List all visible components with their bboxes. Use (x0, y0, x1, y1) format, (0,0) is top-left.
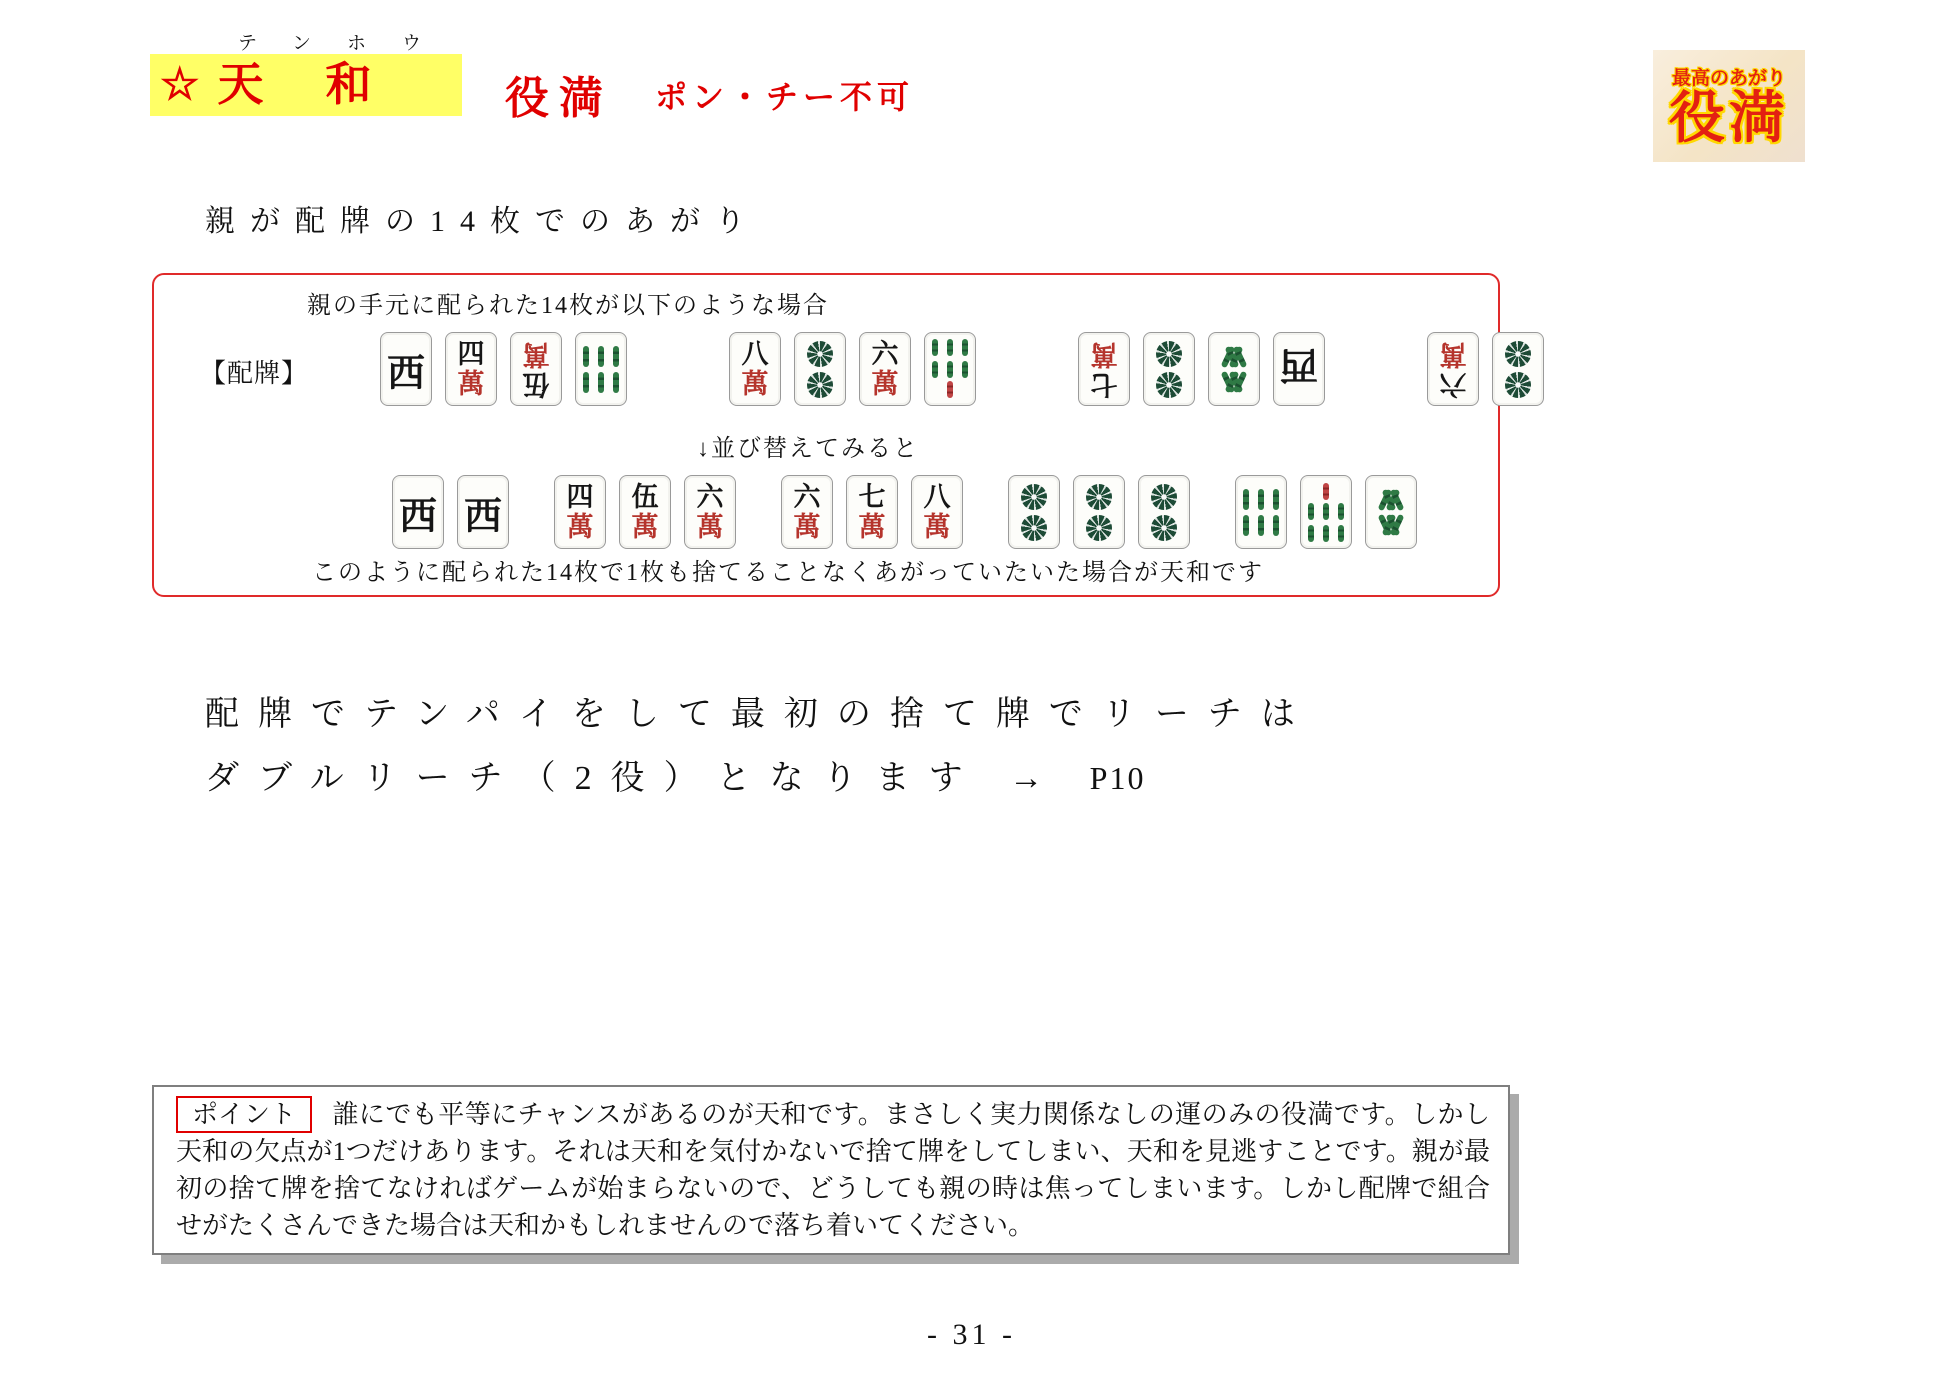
bamboo-stick (1308, 525, 1314, 542)
tile-pin-2 (1008, 475, 1060, 549)
bamboo-stick (1258, 489, 1264, 510)
tile-row-sorted (392, 475, 1417, 549)
tile-pin-2 (794, 332, 846, 406)
bamboo-stick (1323, 525, 1329, 542)
yakuman-category-label: 役満 (505, 74, 613, 123)
arrow-right-icon: → (1009, 760, 1063, 797)
title-furigana: テンホウ (238, 33, 458, 54)
tile-west-w (457, 475, 509, 549)
tile-man-6 (859, 332, 911, 406)
bamboo-stick (613, 346, 619, 367)
man-suit: 萬 (1439, 339, 1467, 370)
man-suit: 萬 (566, 511, 594, 542)
bamboo-stick (962, 362, 968, 379)
pin-circle (1151, 515, 1177, 541)
tile-group (1427, 332, 1544, 406)
pin-circle (807, 372, 833, 398)
bamboo-stick (598, 346, 604, 367)
bamboo-stick (1323, 503, 1329, 520)
tile-pin-2 (1492, 332, 1544, 406)
tile-sou-6 (1235, 475, 1287, 549)
pin-circle (807, 341, 833, 367)
title-highlight (150, 54, 462, 116)
point-box (152, 1085, 1510, 1255)
man-suit: 萬 (457, 368, 485, 399)
tile-pin-2 (1073, 475, 1125, 549)
tile-group (380, 332, 627, 406)
tile-sou-8 (1208, 332, 1260, 406)
tile-man-4 (554, 475, 606, 549)
man-number: 七 (1090, 368, 1118, 399)
tile-man-6 (1427, 332, 1479, 406)
point-text: 誰にでも平等にチャンスがあるのが天和です。まさしく実力関係なしの運のみの役満です。しかし天和の欠点が1つだけあります。それは天和を気付かないで捨て牌をしてしまい、天和を見逃すことです。親が最初の捨て牌を捨てなければゲームが始まらないので、どうしても親の時は焦ってしまいます。しかし配牌で組合せがたくさんできた場合は天和かもしれませんので落ち着いてください。 (176, 1100, 1490, 1240)
tile-row-deal (380, 332, 1544, 406)
tile-west-w (392, 475, 444, 549)
example-caption-bottom: このように配られた14枚で1枚も捨てることなくあがっていたいた場合が天和です (312, 560, 1264, 586)
tile-man-4 (445, 332, 497, 406)
bamboo-stick (598, 372, 604, 393)
man-suit: 萬 (522, 339, 550, 370)
pin-circle (1021, 484, 1047, 510)
man-suit: 萬 (923, 511, 951, 542)
bamboo-stick (932, 362, 938, 379)
body-line-2-text: ダブルリーチ（2役）となります (205, 760, 982, 797)
section-heading: 親が配牌の14枚でのあがり (205, 205, 760, 238)
bamboo-stick (947, 382, 953, 399)
pin-circle (1086, 515, 1112, 541)
wind-character: 西 (398, 495, 437, 538)
bamboo-stick (1258, 515, 1264, 536)
bamboo-stick (1273, 515, 1279, 536)
bamboo-stick (1243, 489, 1249, 510)
man-suit: 萬 (871, 368, 899, 399)
star-icon: ☆ (160, 60, 200, 109)
man-number: 伍 (631, 482, 659, 513)
bamboo-stick (1308, 503, 1314, 520)
wind-character: 西 (1280, 343, 1319, 386)
tile-pin-2 (1143, 332, 1195, 406)
tile-group (392, 475, 509, 549)
man-number: 八 (923, 482, 951, 513)
man-number: 四 (566, 482, 594, 513)
bamboo-stick (583, 372, 589, 393)
page-reference: P10 (1089, 760, 1146, 796)
man-suit: 萬 (793, 511, 821, 542)
tile-sou-6 (575, 332, 627, 406)
tile-sou-8 (1365, 475, 1417, 549)
body-line-1: 配牌でテンパイをして最初の捨て牌でリーチは (205, 696, 1314, 733)
deal-label: 【配牌】 (200, 359, 309, 388)
pin-circle (1156, 341, 1182, 367)
man-number: 八 (741, 339, 769, 370)
bamboo-stick (1323, 483, 1329, 500)
man-number: 六 (696, 482, 724, 513)
bamboo-stick (947, 362, 953, 379)
tile-man-5 (619, 475, 671, 549)
tile-group (781, 475, 963, 549)
tile-man-6 (684, 475, 736, 549)
pin-circle (1021, 515, 1047, 541)
tile-man-5 (510, 332, 562, 406)
pon-chi-note: ポン・チー不可 (655, 79, 915, 115)
man-number: 四 (457, 339, 485, 370)
logo-main-text: 役満 (1669, 88, 1789, 151)
tile-man-6 (781, 475, 833, 549)
bamboo-stick (1273, 489, 1279, 510)
tile-sou-7 (1300, 475, 1352, 549)
body-line-2 (205, 750, 1145, 799)
man-number: 七 (858, 482, 886, 513)
man-number: 六 (793, 482, 821, 513)
tile-man-8 (729, 332, 781, 406)
tile-man-7 (1078, 332, 1130, 406)
man-number: 六 (1439, 368, 1467, 399)
tile-west-w (380, 332, 432, 406)
tile-sou-7 (924, 332, 976, 406)
point-label: ポイント (176, 1096, 312, 1133)
page-title: 天 和 (217, 59, 380, 110)
pin-circle (1086, 484, 1112, 510)
pin-circle (1505, 341, 1531, 367)
yakuman-logo (1653, 50, 1805, 162)
tile-group (729, 332, 976, 406)
logo-top-text: 最高のあがり (1671, 68, 1786, 90)
wind-character: 西 (386, 352, 425, 395)
bamboo-stick (1338, 503, 1344, 520)
tile-group (554, 475, 736, 549)
page-number: - 31 - (927, 1318, 1016, 1351)
man-suit: 萬 (741, 368, 769, 399)
tile-group (1078, 332, 1325, 406)
bamboo-stick (962, 340, 968, 357)
tile-west-w (1273, 332, 1325, 406)
man-number: 六 (871, 339, 899, 370)
pin-circle (1151, 484, 1177, 510)
example-caption-top: 親の手元に配られた14枚が以下のような場合 (307, 293, 829, 319)
pin-circle (1156, 372, 1182, 398)
tile-pin-2 (1138, 475, 1190, 549)
tile-man-8 (911, 475, 963, 549)
wind-character: 西 (463, 495, 502, 538)
pin-circle (1505, 372, 1531, 398)
example-caption-mid: ↓並び替えてみると (697, 436, 919, 462)
tile-group (1235, 475, 1417, 549)
bamboo-stick (613, 372, 619, 393)
bamboo-stick (1338, 525, 1344, 542)
bamboo-stick (947, 340, 953, 357)
example-box (152, 273, 1500, 597)
bamboo-stick (1243, 515, 1249, 536)
man-suit: 萬 (858, 511, 886, 542)
man-suit: 萬 (1090, 339, 1118, 370)
tile-man-7 (846, 475, 898, 549)
tile-group (1008, 475, 1190, 549)
bamboo-stick (932, 340, 938, 357)
man-suit: 萬 (631, 511, 659, 542)
man-suit: 萬 (696, 511, 724, 542)
bamboo-stick (583, 346, 589, 367)
man-number: 伍 (522, 368, 550, 399)
